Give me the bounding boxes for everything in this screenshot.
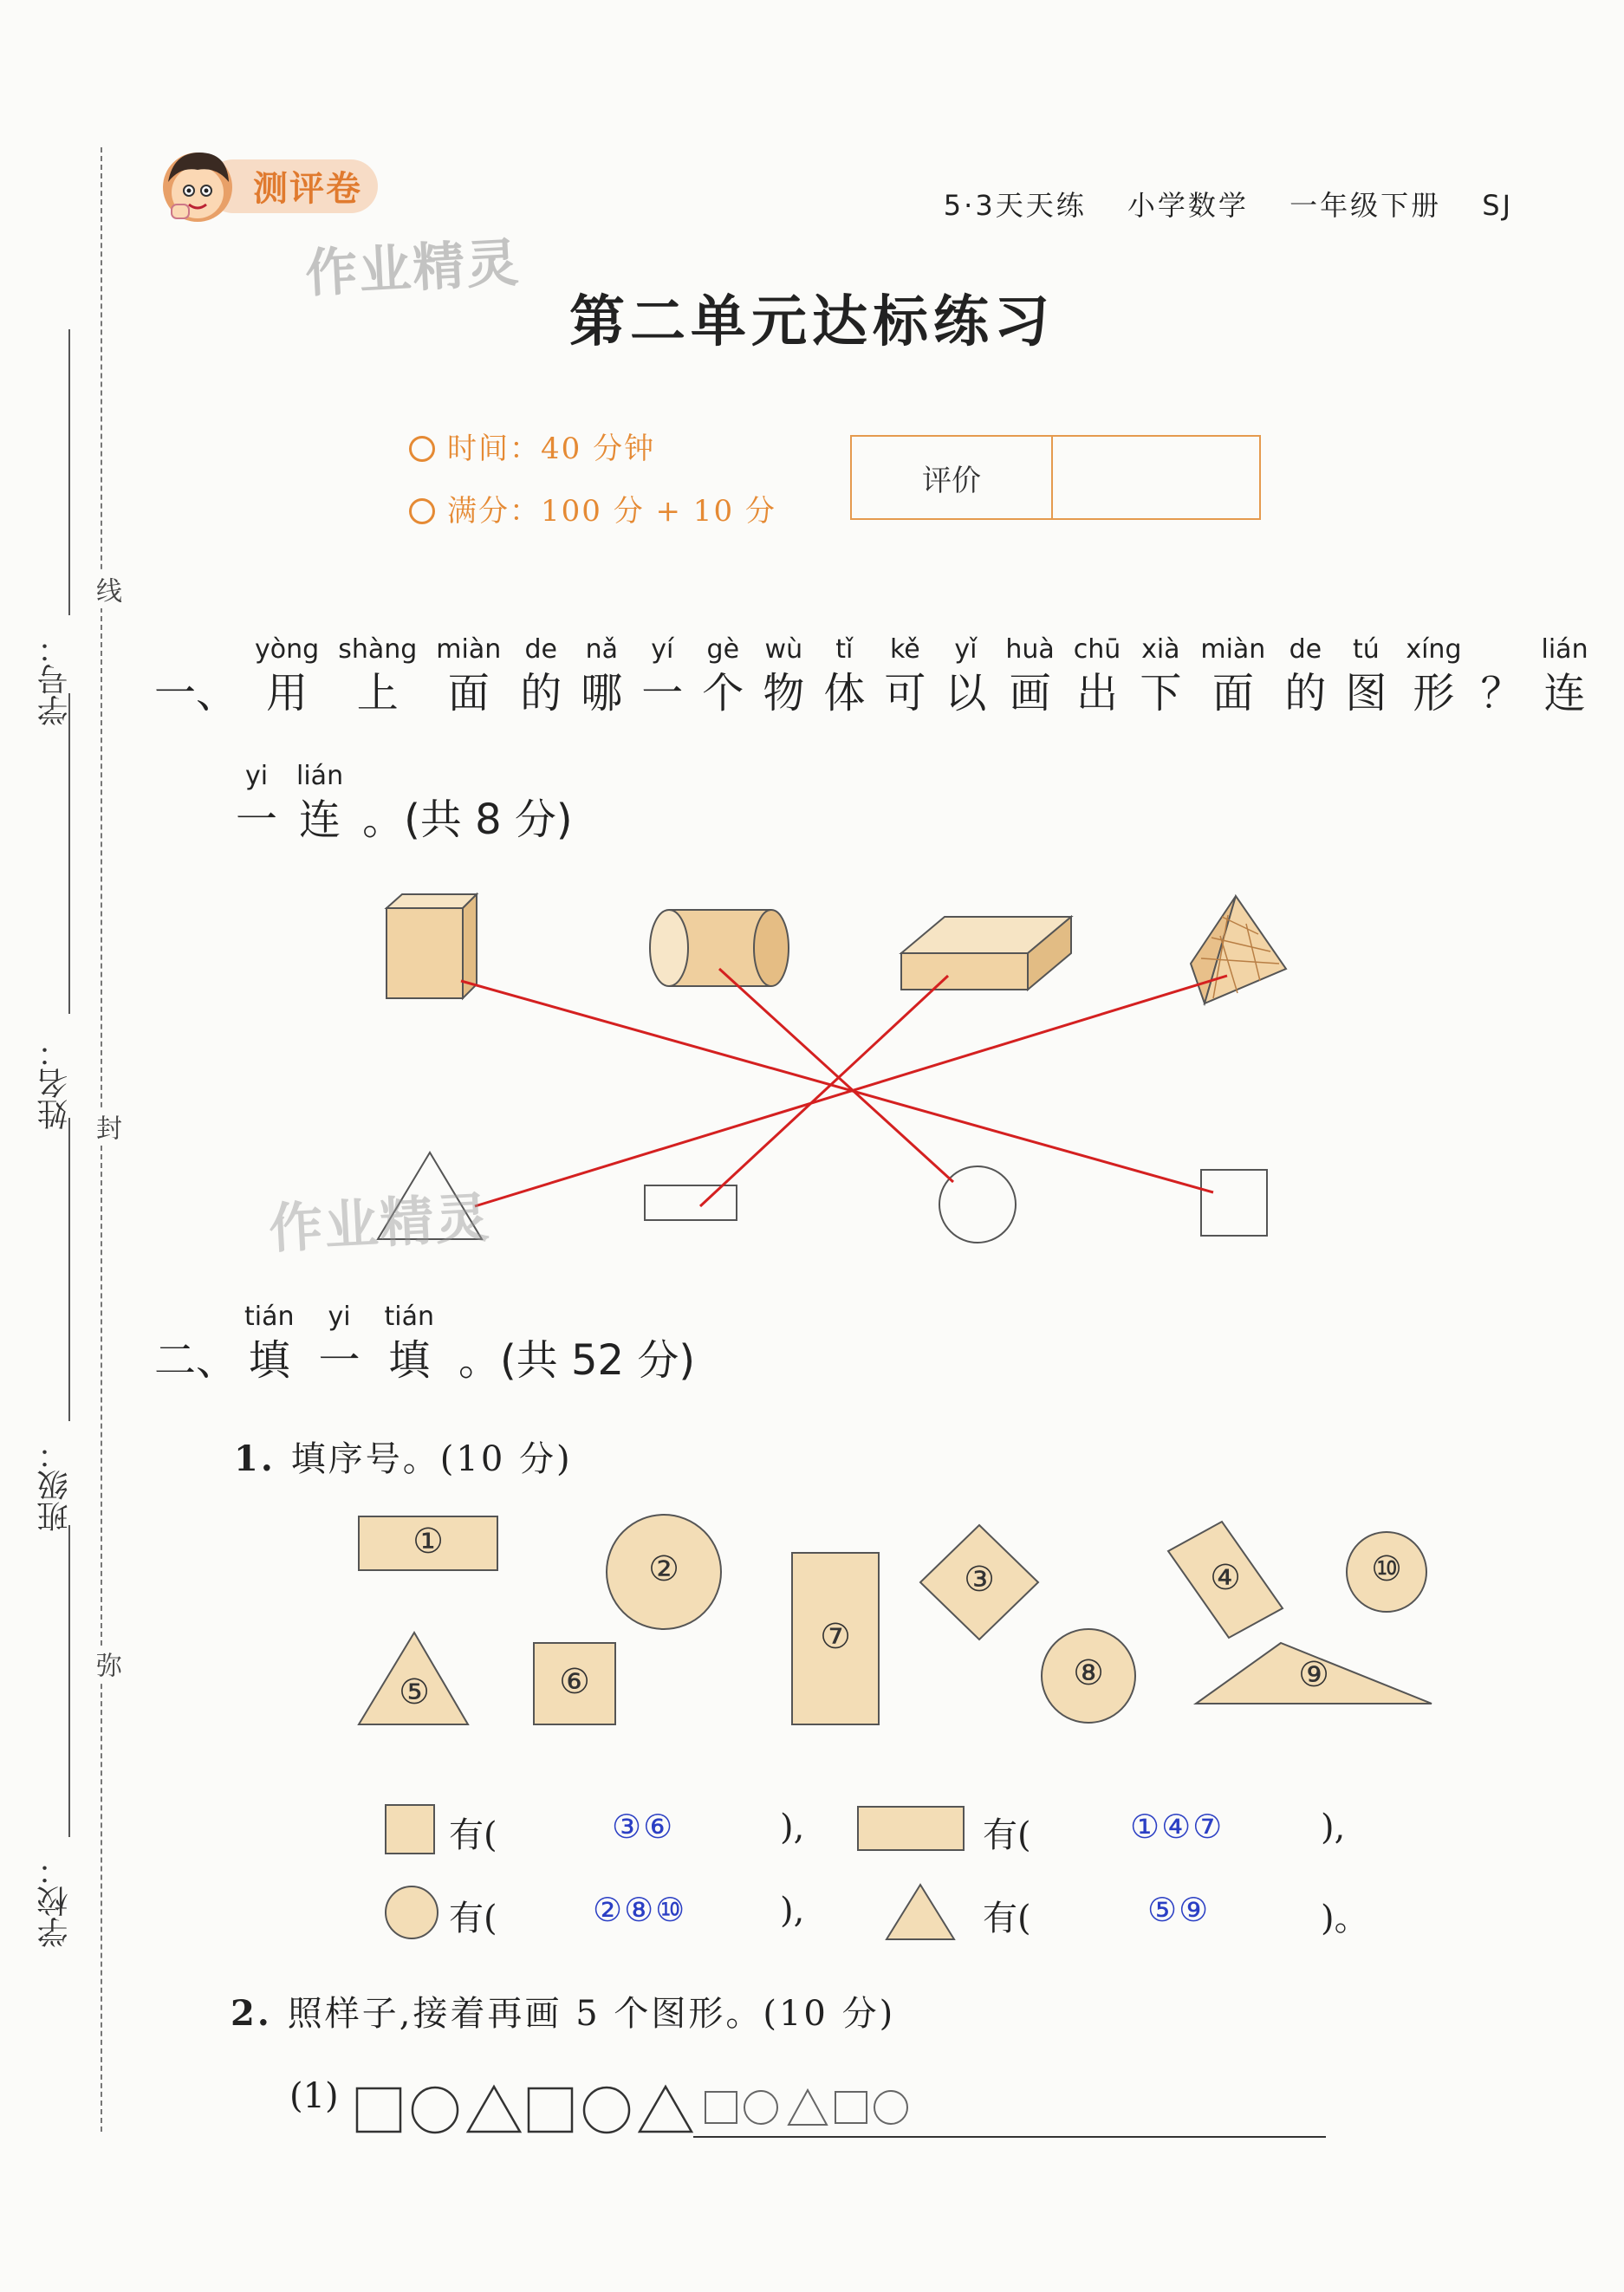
pinyin: huà <box>1005 634 1055 665</box>
field-label-school: 学校： <box>37 1854 73 1948</box>
answer-line-pyramid-triangle <box>475 976 1227 1206</box>
watermark-top: 作业精灵 <box>303 232 522 305</box>
shape-label: ① <box>412 1522 444 1562</box>
drawn-circle-icon <box>874 2091 907 2124</box>
cylinder-solid <box>650 910 789 986</box>
pinyin: de <box>1289 634 1322 665</box>
hanzi: 连 <box>299 795 341 844</box>
header-subject: 小学数学 <box>1127 189 1249 222</box>
q2-sub2-text: 照样子,接着再画 5 个图形。(10 分) <box>287 1994 896 2034</box>
drawn-square-icon <box>835 2092 867 2123</box>
close-rectangle: ), <box>1321 1808 1346 1847</box>
q2-sub2-title <box>231 1986 895 2036</box>
header-grade: 一年级下册 <box>1289 189 1442 222</box>
pinyin: shàng <box>338 634 418 665</box>
pattern-square-icon <box>357 2088 400 2132</box>
q2-shapes-figure <box>0 1473 1624 1759</box>
header-series: 5·3天天练 <box>943 189 1087 222</box>
pinyin: yí <box>651 634 674 665</box>
hanzi: 可 <box>884 669 926 717</box>
hanzi: 。(共 52 分) <box>458 1336 696 1385</box>
hanzi: 一 <box>318 1336 361 1385</box>
hanzi: 形 <box>1413 669 1455 717</box>
square-shape <box>1201 1170 1267 1236</box>
hanzi: 图 <box>1345 669 1387 717</box>
pattern-triangle-icon <box>640 2087 692 2132</box>
pinyin: tián <box>244 1302 295 1332</box>
q2-sub1-text: 填序号。(10 分) <box>290 1439 573 1479</box>
shape-label: ⑤ <box>399 1672 430 1712</box>
pinyin: de <box>524 634 557 665</box>
pinyin: kě <box>889 634 920 665</box>
hanzi: 下 <box>1140 669 1182 717</box>
shape-label: ⑧ <box>1073 1653 1104 1693</box>
have-triangle-label: 有( <box>983 1899 1031 1938</box>
cuboid-solid <box>901 917 1071 990</box>
evaluation-label: 评价 <box>852 437 1053 518</box>
q2-char <box>458 1300 695 1386</box>
answer-circle[interactable]: ②⑧⑩ <box>593 1891 687 1929</box>
pinyin: lián <box>296 761 344 791</box>
shape-label: ④ <box>1210 1558 1241 1598</box>
pinyin: xià <box>1141 634 1180 665</box>
shape-label: ⑩ <box>1371 1549 1402 1589</box>
pinyin: wù <box>764 634 803 665</box>
pinyin: tián <box>384 1302 435 1332</box>
pinyin: tǐ <box>835 634 854 665</box>
meta-time-text: 时间：40 分钟 <box>447 432 656 466</box>
q1-number: 一、 <box>154 669 238 717</box>
hanzi: 用 <box>266 669 309 717</box>
cut-mark-line: 线 <box>87 572 125 608</box>
have-square-label: 有( <box>449 1815 497 1855</box>
shape-label: ⑥ <box>559 1662 590 1702</box>
pinyin: yòng <box>255 634 320 665</box>
pinyin: nǎ <box>585 634 618 665</box>
close-circle: ), <box>780 1891 805 1931</box>
answer-square[interactable]: ③⑥ <box>612 1808 675 1846</box>
hanzi: 填 <box>248 1336 290 1385</box>
hanzi: 出 <box>1076 669 1119 717</box>
pattern-square-icon <box>529 2088 572 2132</box>
badge-label: 测评卷 <box>253 169 362 209</box>
hanzi: 填 <box>388 1336 431 1385</box>
shape-label: ⑨ <box>1298 1655 1329 1695</box>
pinyin: lián <box>1541 634 1588 665</box>
answer-line-cube-square <box>461 981 1213 1192</box>
square-icon <box>385 1804 435 1854</box>
hanzi: 物 <box>763 669 805 717</box>
shape-label: ③ <box>964 1560 995 1600</box>
hanzi: 画 <box>1009 669 1051 717</box>
pattern-student-answer[interactable] <box>705 2090 907 2125</box>
pinyin: xíng <box>1406 634 1462 665</box>
pinyin: miàn <box>436 634 502 665</box>
answer-line-cuboid-rectangle <box>700 976 948 1206</box>
hanzi: 面 <box>1212 669 1254 717</box>
hanzi: 连 <box>1543 669 1586 717</box>
answer-rectangle[interactable]: ①④⑦ <box>1130 1808 1224 1846</box>
q2-char <box>244 1300 295 1386</box>
pinyin: yi <box>328 1302 351 1332</box>
hanzi: ？ <box>1480 669 1523 717</box>
pattern-triangle-icon <box>468 2087 520 2132</box>
circle-icon <box>385 1886 438 1939</box>
circle-shape <box>939 1166 1016 1243</box>
hanzi: 个 <box>702 669 744 717</box>
hanzi: 上 <box>356 669 399 717</box>
pattern-sequence <box>347 2062 1343 2149</box>
q2-sub1-number: 1. <box>234 1438 276 1479</box>
field-label-student-id: 学号： <box>37 633 73 726</box>
drawn-circle-icon <box>744 2091 777 2124</box>
hanzi: 面 <box>447 669 490 717</box>
hanzi: 哪 <box>581 669 623 717</box>
q2-char <box>385 1300 435 1386</box>
pyramid-solid <box>1191 896 1286 1003</box>
have-circle-label: 有( <box>449 1899 497 1938</box>
q2-line <box>154 1300 719 1386</box>
field-label-name: 姓名： <box>37 1036 73 1130</box>
hanzi: 的 <box>520 669 562 717</box>
q2-number: 二、 <box>154 1336 238 1385</box>
close-triangle: )。 <box>1321 1899 1369 1938</box>
hanzi: 的 <box>1284 669 1327 717</box>
hanzi: 。(共 8 分) <box>362 795 573 844</box>
page-title: 第二单元达标练习 <box>569 289 1055 354</box>
pattern-circle-icon <box>412 2087 458 2133</box>
q2-sub2-item: (1) <box>289 2076 339 2116</box>
drawn-square-icon <box>705 2092 737 2123</box>
pinyin: yǐ <box>954 634 978 665</box>
shape-label: ② <box>648 1549 679 1589</box>
pinyin: yi <box>244 761 269 791</box>
field-label-class: 班级： <box>37 1438 73 1532</box>
rectangle-icon <box>857 1806 965 1851</box>
answer-line-cylinder-circle <box>719 969 953 1182</box>
pinyin: chū <box>1073 634 1121 665</box>
have-rectangle-label: 有( <box>983 1815 1031 1855</box>
hanzi: 一 <box>236 795 278 844</box>
hanzi: 以 <box>945 669 987 717</box>
hanzi: 体 <box>823 669 866 717</box>
header-edition: SJ <box>1482 189 1513 222</box>
shape-label: ⑦ <box>820 1617 851 1657</box>
pinyin: miàn <box>1200 634 1266 665</box>
q2-sub2-number: 2. <box>231 1993 272 2034</box>
cut-mark-seal: 封 <box>87 1109 125 1146</box>
answer-lines <box>461 969 1227 1206</box>
drawn-triangle-icon <box>789 2090 827 2125</box>
q2-char <box>319 1300 361 1386</box>
rectangle-shape <box>645 1185 737 1220</box>
pattern-circle-icon <box>584 2087 629 2133</box>
cut-mark-secret: 弥 <box>87 1646 125 1683</box>
pinyin: tú <box>1352 634 1380 665</box>
pinyin: gè <box>706 634 740 665</box>
close-square: ), <box>780 1808 805 1847</box>
hanzi: 一 <box>641 669 684 717</box>
pattern-example <box>357 2087 692 2133</box>
watermark-middle: 作业精灵 <box>267 1185 493 1261</box>
triangle-icon <box>884 1882 957 1943</box>
meta-score-text: 满分：100 分 + 10 分 <box>447 494 776 529</box>
answer-triangle[interactable]: ⑤⑨ <box>1147 1891 1211 1929</box>
